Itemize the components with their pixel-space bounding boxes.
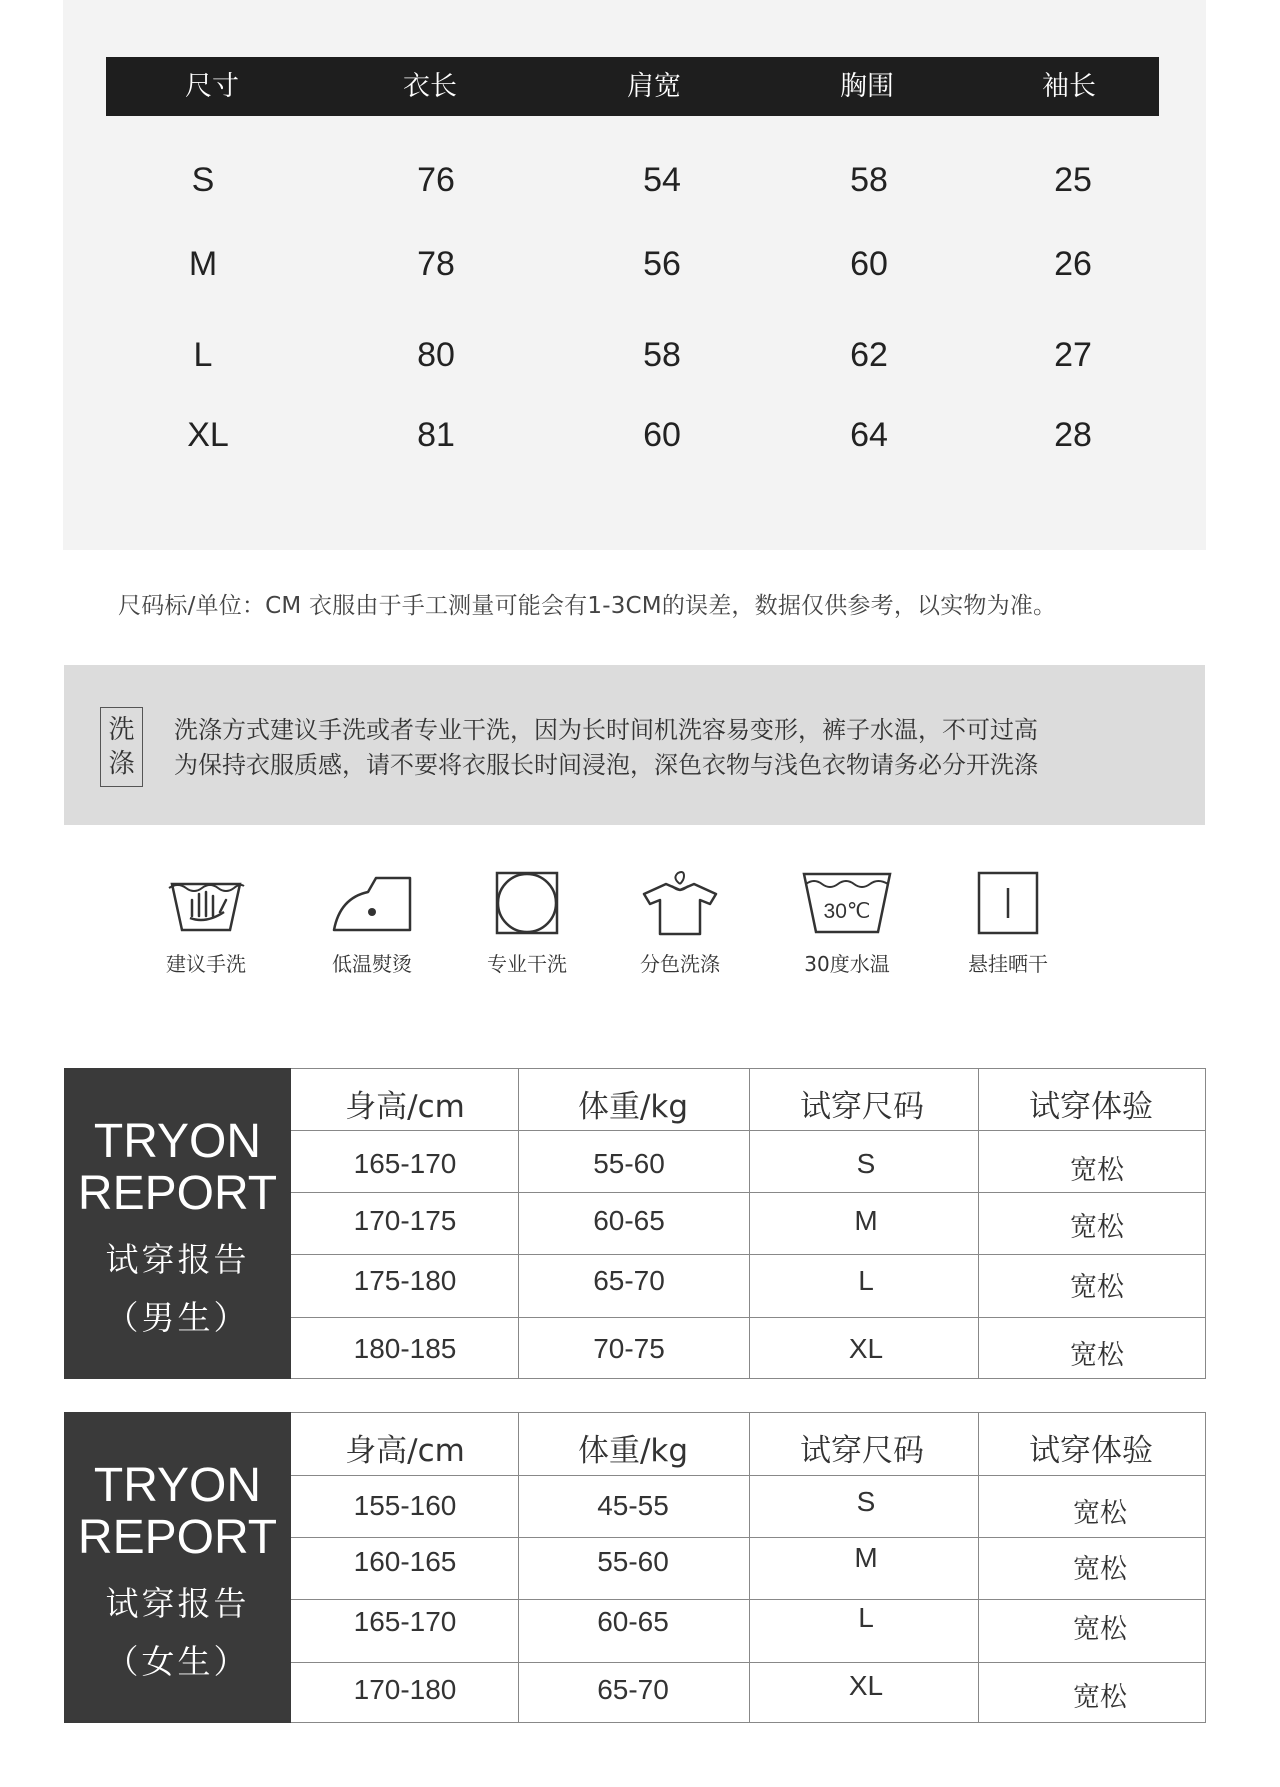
size-cell: XL — [848, 1670, 884, 1701]
experience-cell: 宽松 — [1070, 1155, 1124, 1186]
weight-cell: 70-75 — [593, 1333, 665, 1364]
chest-cell: 60 — [850, 245, 888, 283]
tryon-title-line: REPORT — [77, 1167, 278, 1220]
weight-cell: 60-65 — [593, 1205, 665, 1236]
shoulder-cell: 58 — [643, 336, 681, 374]
care-item-hand-wash — [141, 870, 271, 977]
tryon-title-line: （女生） — [105, 1642, 250, 1681]
tryon-table — [291, 1068, 1206, 1379]
experience-cell: 宽松 — [1073, 1554, 1127, 1585]
length-cell: 80 — [417, 336, 455, 374]
care-label: 30度水温 — [804, 952, 890, 976]
size-cell: M — [854, 1542, 878, 1573]
size-row-xl — [63, 405, 1206, 465]
tryon-title-line: （男生） — [105, 1298, 250, 1337]
tryon-title-en — [64, 1460, 291, 1564]
size-note: 尺码标/单位：CM 衣服由于手工测量可能会有1-3CM的误差，数据仅供参考，以实物为准。 — [118, 593, 1057, 619]
tryon-title-line: REPORT — [77, 1511, 278, 1564]
wash-text — [174, 713, 1174, 783]
chest-cell: 58 — [850, 161, 888, 199]
size-cell: S — [856, 1486, 876, 1517]
tryon-title-line: TRYON — [93, 1115, 262, 1168]
dry-clean-icon — [494, 870, 560, 936]
sleeve-cell: 28 — [1054, 416, 1092, 454]
height-cell: 165-170 — [353, 1148, 457, 1179]
weight-cell: 65-70 — [593, 1265, 665, 1296]
wash-line: 洗涤方式建议手洗或者专业干洗，因为长时间机洗容易变形，裤子水温，不可过高 — [174, 716, 1038, 744]
length-cell: 81 — [417, 416, 455, 454]
header-length: 衣长 — [403, 71, 457, 102]
tryon-report-women — [64, 1412, 1206, 1723]
wash-badge-char: 洗 — [108, 715, 135, 745]
size-row-s — [63, 150, 1206, 210]
low-iron-icon — [330, 870, 414, 936]
size-cell: XL — [848, 1333, 884, 1364]
size-row-m — [63, 234, 1206, 294]
header-weight: 体重/kg — [577, 1433, 689, 1469]
wash-temp-label: 30℃ — [823, 900, 871, 923]
wash-line: 为保持衣服质感，请不要将衣服长时间浸泡，深色衣物与浅色衣物请务必分开洗涤 — [174, 751, 1038, 779]
chest-cell: 64 — [850, 416, 888, 454]
height-cell: 180-185 — [353, 1333, 457, 1364]
tryon-title-line: 试穿报告 — [105, 1584, 250, 1623]
size-cell: L — [858, 1265, 874, 1296]
header-tryon-size: 试穿尺码 — [800, 1089, 924, 1125]
size-chart-header — [106, 57, 1159, 116]
size-row-l — [63, 325, 1206, 385]
experience-cell: 宽松 — [1073, 1682, 1127, 1713]
shoulder-cell: 56 — [643, 245, 681, 283]
header-weight: 体重/kg — [577, 1089, 689, 1125]
weight-cell: 65-70 — [597, 1674, 669, 1705]
size-cell: L — [858, 1602, 874, 1633]
care-label: 低温熨烫 — [332, 952, 412, 976]
header-height: 身高/cm — [345, 1433, 465, 1469]
experience-cell: 宽松 — [1073, 1614, 1127, 1645]
care-item-wash-30 — [782, 870, 912, 977]
header-experience: 试穿体验 — [1029, 1089, 1153, 1125]
care-item-low-iron — [307, 870, 437, 977]
size-cell: M — [854, 1205, 878, 1236]
header-shoulder: 肩宽 — [627, 71, 681, 102]
header-height: 身高/cm — [345, 1089, 465, 1125]
shoulder-cell: 60 — [643, 416, 681, 454]
care-item-dry-clean — [462, 870, 592, 977]
shoulder-cell: 54 — [643, 161, 681, 199]
weight-cell: 60-65 — [597, 1606, 669, 1637]
care-item-separate-wash — [615, 870, 745, 977]
tryon-table — [291, 1412, 1206, 1723]
care-label: 悬挂晒干 — [968, 952, 1048, 976]
header-tryon-size: 试穿尺码 — [800, 1433, 924, 1469]
tryon-title-panel — [64, 1068, 291, 1379]
care-label: 专业干洗 — [487, 952, 567, 976]
chest-cell: 62 — [850, 336, 888, 374]
tryon-title-cn — [64, 1575, 291, 1691]
hang-dry-icon — [976, 870, 1040, 936]
separate-wash-icon — [642, 870, 718, 936]
wash-badge — [100, 707, 143, 787]
height-cell: 155-160 — [353, 1490, 457, 1521]
height-cell: 165-170 — [353, 1606, 457, 1637]
size-cell: S — [856, 1148, 876, 1179]
weight-cell: 45-55 — [597, 1490, 669, 1521]
length-cell: 78 — [417, 245, 455, 283]
sleeve-cell: 26 — [1054, 245, 1092, 283]
size-cell: M — [188, 245, 218, 283]
weight-cell: 55-60 — [593, 1148, 665, 1179]
experience-cell: 宽松 — [1070, 1340, 1124, 1371]
tryon-title-en — [64, 1116, 291, 1220]
experience-cell: 宽松 — [1073, 1498, 1127, 1529]
length-cell: 76 — [417, 161, 455, 199]
wash-30-icon — [800, 870, 894, 936]
height-cell: 175-180 — [353, 1265, 457, 1296]
size-cell: S — [191, 161, 215, 199]
care-label: 分色洗涤 — [640, 952, 720, 976]
tryon-title-line: 试穿报告 — [105, 1240, 250, 1279]
tryon-title-cn — [64, 1231, 291, 1347]
tryon-report-men — [64, 1068, 1206, 1379]
care-label: 建议手洗 — [166, 952, 246, 976]
weight-cell: 55-60 — [597, 1546, 669, 1577]
size-chart — [63, 0, 1206, 550]
care-item-hang-dry — [943, 870, 1073, 977]
sleeve-cell: 27 — [1054, 336, 1092, 374]
header-chest: 胸围 — [840, 71, 894, 102]
header-experience: 试穿体验 — [1029, 1433, 1153, 1469]
wash-instructions — [64, 665, 1205, 825]
tryon-title-panel — [64, 1412, 291, 1723]
height-cell: 160-165 — [353, 1546, 457, 1577]
experience-cell: 宽松 — [1070, 1272, 1124, 1303]
hand-wash-icon — [166, 870, 246, 936]
header-size: 尺寸 — [185, 71, 239, 102]
height-cell: 170-180 — [353, 1674, 457, 1705]
sleeve-cell: 25 — [1054, 161, 1092, 199]
experience-cell: 宽松 — [1070, 1212, 1124, 1243]
wash-badge-char: 涤 — [108, 749, 135, 779]
header-sleeve: 袖长 — [1042, 71, 1096, 102]
size-cell: XL — [187, 416, 229, 454]
tryon-title-line: TRYON — [93, 1459, 262, 1512]
height-cell: 170-175 — [353, 1205, 457, 1236]
size-cell: L — [193, 336, 213, 374]
